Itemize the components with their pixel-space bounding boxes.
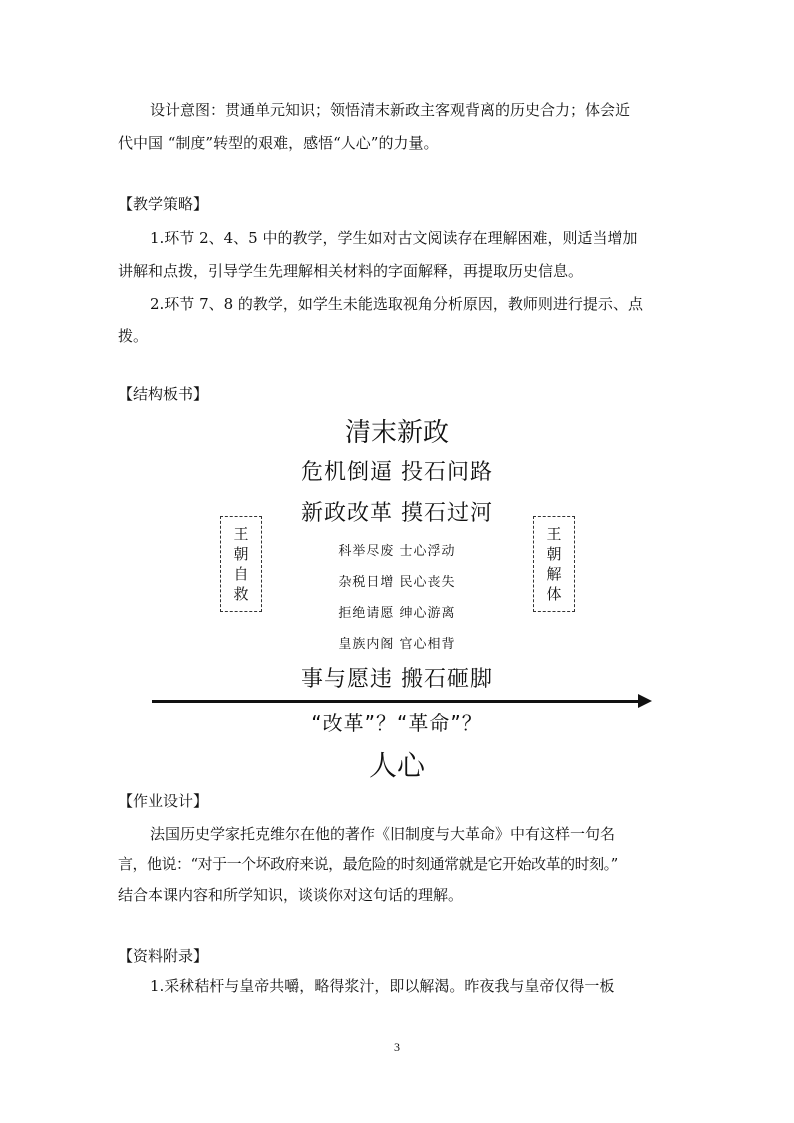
board-title: 清末新政 <box>344 418 449 448</box>
homework-line3: 结合本课内容和所学知识，谈谈你对这句话的理解。 <box>118 886 464 904</box>
board-question: “改革”？“革命”？ <box>311 711 483 735</box>
appendix-heading: 【资料附录】 <box>118 947 209 965</box>
board-heading: 【结构板书】 <box>118 385 209 403</box>
board-row3: 事与愿违 搬石砸脚 <box>301 667 493 692</box>
board-detail-1: 科举尽废 士心浮动 <box>338 544 456 559</box>
teaching-strategy-heading: 【教学策略】 <box>118 195 209 213</box>
board-row1: 危机倒逼 投石问路 <box>301 460 493 485</box>
design-intent-line2: 代中国 “制度”转型的艰难，感悟“人心”的力量。 <box>118 134 439 152</box>
right-box-char: 解 <box>546 565 562 583</box>
right-box-char: 体 <box>546 585 562 603</box>
board-detail-2: 杂税日增 民心丧失 <box>338 575 456 590</box>
left-box-char: 朝 <box>233 545 249 563</box>
strategy-item1-line2: 讲解和点拨，引导学生先理解相关材料的字面解释，再提取历史信息。 <box>118 262 584 280</box>
strategy-item2-line1: 2.环节 7、8 的教学，如学生未能选取视角分析原因，教师则进行提示、点 <box>150 295 643 313</box>
design-intent-line1: 设计意图：贯通单元知识；领悟清末新政主客观背离的历史合力；体会近 <box>150 101 631 119</box>
homework-line1: 法国历史学家托克维尔在他的著作《旧制度与大革命》中有这样一句名 <box>150 825 616 843</box>
right-box-dynasty-collapse <box>533 516 575 612</box>
left-box-char: 救 <box>233 585 249 603</box>
arrow-head-icon <box>638 694 652 708</box>
board-bottom: 人心 <box>368 749 425 782</box>
board-detail-3: 拒绝请愿 绅心游离 <box>338 606 456 621</box>
strategy-item2-line2: 拨。 <box>118 327 149 345</box>
homework-heading: 【作业设计】 <box>118 792 209 810</box>
right-box-char: 朝 <box>546 545 562 563</box>
left-box-char: 王 <box>233 525 249 543</box>
strategy-item1-line1: 1.环节 2、4、5 中的教学，学生如对古文阅读存在理解困难，则适当增加 <box>150 229 638 247</box>
page-number: 3 <box>394 1040 400 1054</box>
appendix-line1: 1.采秫秸杆与皇帝共嚼，略得浆汁，即以解渴。昨夜我与皇帝仅得一板 <box>150 977 615 995</box>
left-box-char: 自 <box>233 565 249 583</box>
board-row2: 新政改革 摸石过河 <box>301 501 493 526</box>
board-detail-4: 皇族内阁 官心相背 <box>338 637 456 652</box>
left-box-dynasty-self-rescue <box>220 516 262 612</box>
homework-line2: 言，他说：“对于一个坏政府来说，最危险的时刻通常就是它开始改革的时刻。” <box>118 855 618 873</box>
timeline-arrow-line <box>152 700 642 703</box>
right-box-char: 王 <box>546 525 562 543</box>
